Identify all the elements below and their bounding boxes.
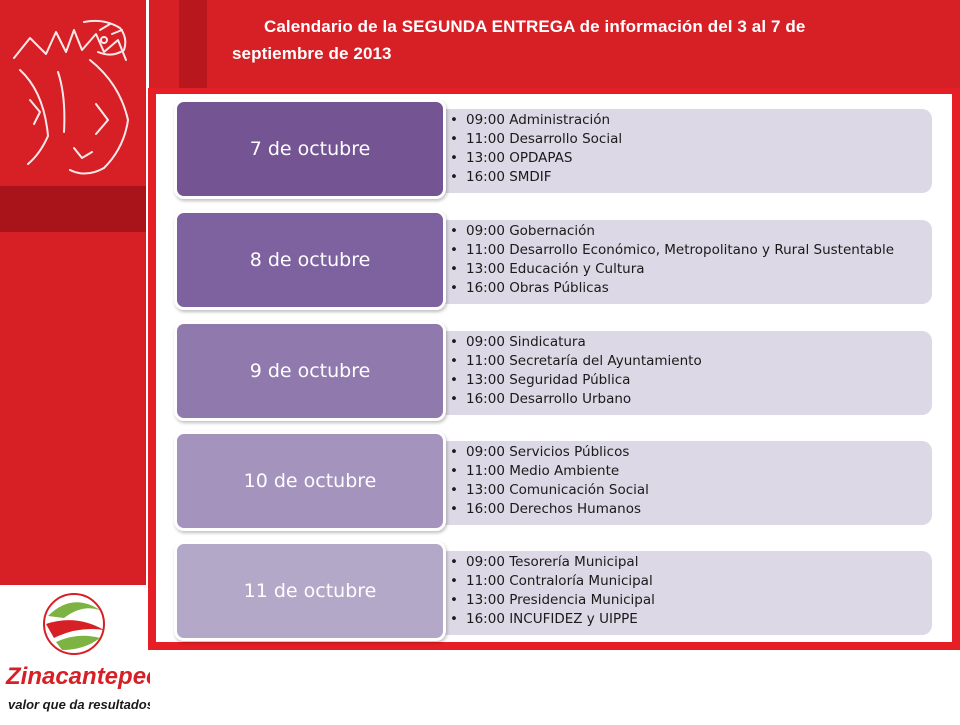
date-label: 8 de octubre xyxy=(249,249,371,271)
agenda-list xyxy=(448,541,918,641)
agenda-item: • 16:00 Derechos Humanos xyxy=(448,500,918,519)
zinacantepec-emblem-icon xyxy=(0,588,150,720)
agenda-item: • 09:00 Servicios Públicos xyxy=(448,443,918,462)
agenda-item: • 09:00 Administración xyxy=(448,111,918,130)
schedule-row xyxy=(174,99,934,199)
page-title: Calendario de la SEGUNDA ENTREGA de información del 3 al 7 de septiembre de 2013 xyxy=(232,17,806,63)
agenda-item: • 13:00 Educación y Cultura xyxy=(448,260,918,279)
date-label: 10 de octubre xyxy=(243,470,377,492)
agenda-item: • 16:00 Desarrollo Urbano xyxy=(448,390,918,409)
agenda-item: • 09:00 Gobernación xyxy=(448,222,918,241)
agenda-item: • 13:00 OPDAPAS xyxy=(448,149,918,168)
agenda-item: • 11:00 Contraloría Municipal xyxy=(448,572,918,591)
agenda-item: • 11:00 Desarrollo Económico, Metropolitano y Rural Sustentable xyxy=(448,241,918,260)
date-box xyxy=(174,210,446,310)
agenda-list xyxy=(448,99,918,199)
date-label: 7 de octubre xyxy=(249,138,371,160)
agenda-item: • 13:00 Seguridad Pública xyxy=(448,371,918,390)
schedule-row xyxy=(174,431,934,531)
agenda-list xyxy=(448,210,918,310)
date-label: 9 de octubre xyxy=(249,360,371,382)
agenda-item: • 09:00 Tesorería Municipal xyxy=(448,553,918,572)
date-box xyxy=(174,99,446,199)
date-box xyxy=(174,321,446,421)
logo-slogan: valor que da resultados xyxy=(8,697,150,712)
schedule-row xyxy=(174,321,934,421)
date-box xyxy=(174,541,446,641)
agenda-item: • 16:00 INCUFIDEZ y UIPPE xyxy=(448,610,918,629)
date-box xyxy=(174,431,446,531)
left-band-dark-stripe xyxy=(0,186,148,232)
gargoyle-icon xyxy=(0,0,148,186)
schedule-row xyxy=(174,210,934,310)
agenda-list xyxy=(448,431,918,531)
agenda-item: • 16:00 SMDIF xyxy=(448,168,918,187)
agenda-item: • 09:00 Sindicatura xyxy=(448,333,918,352)
schedule-row xyxy=(174,541,934,641)
date-label: 11 de octubre xyxy=(243,580,377,602)
header-tab-accent xyxy=(179,0,207,92)
logo-wordmark: Zinacantepec xyxy=(6,663,150,690)
agenda-item: • 13:00 Presidencia Municipal xyxy=(448,591,918,610)
agenda-item: • 11:00 Medio Ambiente xyxy=(448,462,918,481)
zinacantepec-logo xyxy=(0,588,150,720)
agenda-item: • 11:00 Secretaría del Ayuntamiento xyxy=(448,352,918,371)
agenda-item: • 11:00 Desarrollo Social xyxy=(448,130,918,149)
agenda-list xyxy=(448,321,918,421)
agenda-item: • 16:00 Obras Públicas xyxy=(448,279,918,298)
agenda-item: • 13:00 Comunicación Social xyxy=(448,481,918,500)
